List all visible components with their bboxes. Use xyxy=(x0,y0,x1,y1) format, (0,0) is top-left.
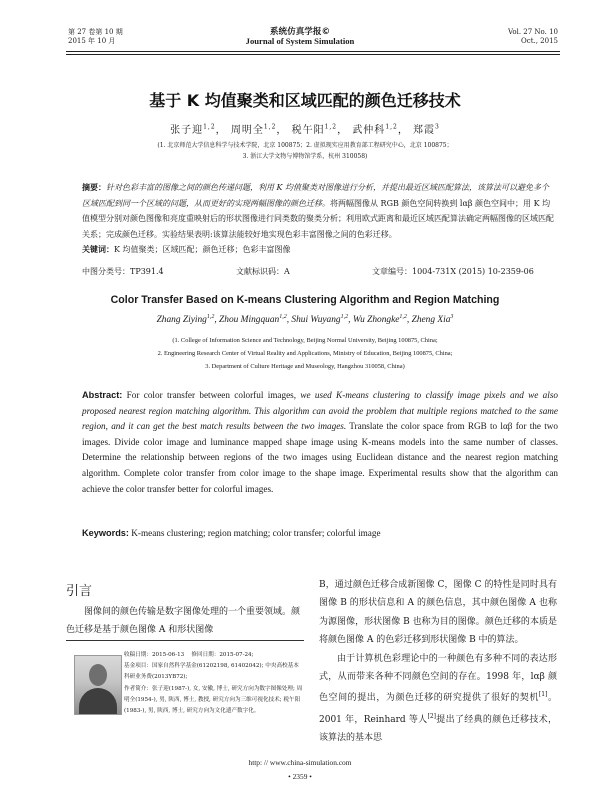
author-en: Shui Wuyang$^{1,2}$ xyxy=(291,314,349,326)
author-zh: 武仲科$^{1,2}$ xyxy=(352,123,398,136)
abstract-en-italic: we used K-means clustering to classify image pixels and we also proposed nearest region matching algorithm. This algorithm can avoid the problem that multiple regions matched to the same region, and it can get the best match results between the two images. xyxy=(82,390,558,432)
section-title-introduction: 引言 xyxy=(66,584,93,599)
intro-right-text xyxy=(319,576,557,748)
affiliation-zh-line1: (1. 北京师范大学信息科学与技术学院，北京 100875；2. 虚拟现实应用教育部工程研究中心，北京 100875； xyxy=(157,142,453,149)
footnote-rule xyxy=(66,640,304,641)
author-en: Zheng Xia$^3$ xyxy=(411,314,454,326)
author-photo xyxy=(74,655,122,715)
keywords-zh-text: K 均值聚类；区域匹配；颜色迁移；色彩丰富图像 xyxy=(114,245,291,255)
author-zh: 税午阳$^{1,2}$ xyxy=(291,123,338,136)
author-en: Wu Zhongke$^{1,2}$ xyxy=(352,314,407,326)
page-number: • 2359 • xyxy=(288,772,312,781)
intro-right-para2: 由于计算机色彩理论中的一种颜色有多种不同的表达形式，从而带来各种不同颜色空间的存在。1998 年，lαβ 颜色空间的提出，为颜色迁移的研究提供了很好的契机[1]。2001 年，Reinhard 等人[2]提出了经典的颜色迁移技术，该算法的基本思 xyxy=(319,653,557,744)
citation-ref[interactable]: [1] xyxy=(538,691,548,699)
author-zh: 周明全$^{1,2}$ xyxy=(230,123,277,136)
author-en: Zhang Ziying$^{1,2}$ xyxy=(156,314,215,326)
date-line: 2015 年 10 月 xyxy=(68,37,116,45)
keywords-zh-label: 关键词： xyxy=(82,245,114,255)
header-rule-thick xyxy=(66,51,560,52)
affiliation-en-line1: (1. College of Information Science and Technology, Beijing Normal University, Beijing 100875, China; xyxy=(172,337,438,344)
header-rule-thin xyxy=(66,54,560,55)
journal-vol-en xyxy=(508,28,558,46)
article-number: 文章编号：1004-731X (2015) 10-2359-06 xyxy=(372,267,534,276)
authors-zh: 张子迎$^{1,2}$， 周明全$^{1,2}$， 税午阳$^{1,2}$， 武仲科$^{1,2}$， 郑霞$^3$ xyxy=(170,123,440,136)
journal-name-zh: 系统仿真学报© xyxy=(269,27,331,37)
footnote-info: 收稿日期：2015-06-13 修回日期：2015-07-24; 基金项目：国家自然科学基金(61202198, 61402042); 中央高校基本科研业务费(2013YB72); 作者简介：张子迎(1987-), 女, 安徽, 博士, 研究方向为数字图像处理; 周明全(1954-), 男, 陕西, 博士, 教授, 研究方向为三维可视化技术; 税午阳(1983-), 男, 陕西, 博士, 研究方向为文化遗产数字化。 xyxy=(124,652,303,715)
keywords-en-label: Keywords: xyxy=(82,528,129,538)
intro-right-para1: B，通过颜色迁移合成新图像 C，图像 C 的特性是同时具有图像 B 的形状信息和 A 的颜色信息，其中颜色图像 A 也称为源图像，形状图像 B 也称为目的图像。颜色迁移的本质是将颜色图像 A 的色彩迁移到形状图像 B 中的算法。 xyxy=(319,580,557,646)
affiliation-en-line3: 3. Department of Culture Heritage and Museology, Hangzhou 310058, China) xyxy=(205,363,405,370)
journal-name-en: Journal of System Simulation xyxy=(245,36,355,46)
journal-url: http: // www.china-simulation.com xyxy=(248,758,352,767)
abstract-zh-rest: 将两幅图像从 RGB 颜色空间转换到 lαβ 颜色空间中；用 K 均值模型分别对颜色图像和亮度重映射后的形状图像进行同类数的聚类分析；利用欧式距离和最近区域匹配算法确定两幅图像的区域匹配关系；完成颜色迁移。实验结果表明:该算法能较好地实现色彩丰富图像之间的色彩迁移。 xyxy=(82,198,554,239)
vol-no-line: Vol. 27 No. 10 xyxy=(507,28,558,36)
paper-title-zh: 基于 K 均值聚类和区域匹配的颜色迁移技术 xyxy=(149,91,461,110)
affiliation-en-line2: 2. Engineering Research Center of Virtual Reality and Applications, Ministry of Education, Beijing 100875, China; xyxy=(157,350,453,357)
abstract-zh-label: 摘要： xyxy=(82,183,106,192)
vol-date-line: Oct., 2015 xyxy=(521,37,558,45)
abstract-zh xyxy=(82,180,556,258)
abstract-zh-italic: 针对色彩丰富的图像之间的颜色传递问题，利用 K 均值聚类对图像进行分析，并提出最近区域匹配算法，该算法可以避免多个区域匹配到同一个区域的问题，从而更好的实现两幅图像的颜色迁移。 xyxy=(82,183,550,208)
author-zh: 张子迎$^{1,2}$ xyxy=(170,123,216,136)
journal-volume-issue xyxy=(68,28,123,46)
authors-en: Zhang Ziying$^{1,2}$, Zhou Mingquan$^{1,2}$, Shui Wuyang$^{1,2}$, Wu Zhongke$^{1,2}$, Zheng Xia$^3$ xyxy=(156,314,454,326)
intro-left-text: 图像间的颜色传输是数字图像处理的一个重要领域。颜色迁移是基于颜色图像 A 和形状图像 xyxy=(66,607,301,636)
keywords-en xyxy=(82,528,558,538)
volume-line: 第 27 卷第 10 期 xyxy=(68,28,123,36)
classification-number: 中图分类号：TP391.4 xyxy=(82,267,164,276)
paper-title-en: Color Transfer Based on K-means Clustering Algorithm and Region Matching xyxy=(110,294,500,306)
abstract-en-rest: Translate the color space from RGB to lαβ for the two images. Divide color image and luminance mapped shape image using K-means models into the same number of classes. Determine the relationship between regions of the two images using Euclidean distance and the nearest region matching algorithm. Complete color transfer from color image to the shape image. Experimental results show that the algorithm can achieve the color transfer better for colorful images. xyxy=(82,421,558,494)
author-zh: 郑霞$^3$ xyxy=(413,123,440,136)
document-code: 文献标识码：A xyxy=(236,267,290,276)
keywords-en-text: K-means clustering; region matching; color transfer; colorful image xyxy=(131,528,381,538)
abstract-en xyxy=(82,388,558,497)
abstract-en-label: Abstract: xyxy=(82,390,123,400)
abstract-en-part1: For color transfer between colorful images, xyxy=(126,390,297,400)
affiliation-zh-line2: 3. 浙江大学文物与博物馆学系，杭州 310058) xyxy=(242,153,368,160)
citation-ref[interactable]: [2] xyxy=(427,712,436,720)
author-en: Zhou Mingquan$^{1,2}$ xyxy=(219,314,287,326)
journal-name xyxy=(200,28,400,46)
